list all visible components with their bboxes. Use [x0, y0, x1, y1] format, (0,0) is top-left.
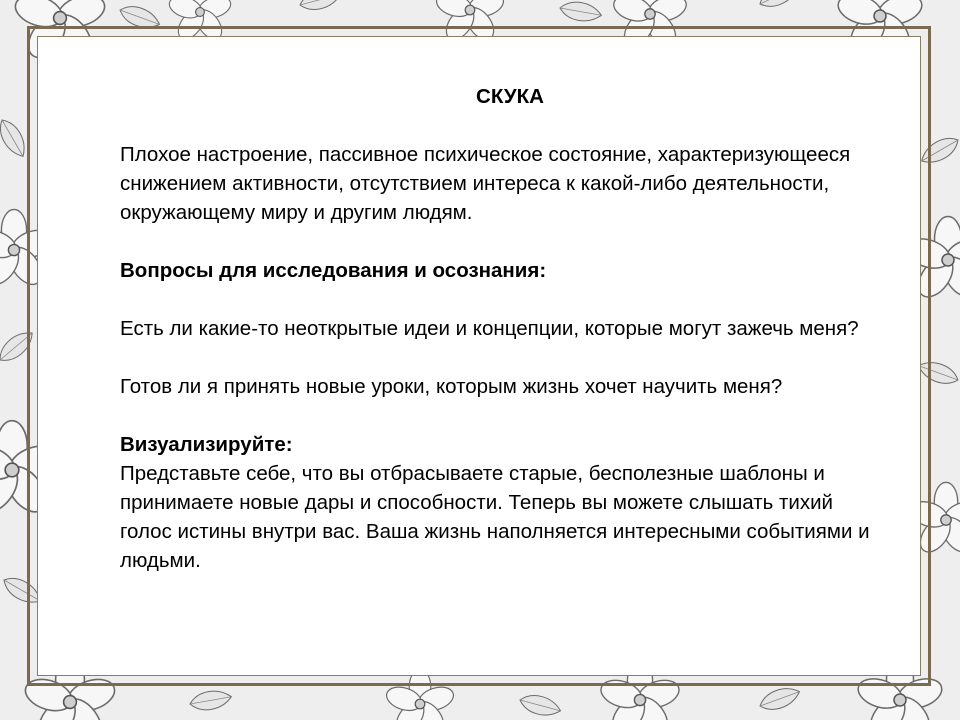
question-1: Есть ли какие-то неоткрытые идеи и концепции, которые могут зажечь меня? [120, 317, 859, 340]
slide-content [120, 82, 880, 575]
visualize-heading: Визуализируйте: [120, 433, 293, 456]
questions-heading: Вопросы для исследования и осознания: [120, 259, 547, 282]
slide-title: СКУКА [476, 85, 544, 108]
definition-text: Плохое настроение, пассивное психическое состояние, характеризующееся снижением активности, отсутствием интереса к какой-либо деятельности, окружающему миру и другим людям. [120, 143, 851, 224]
visualize-text: Представьте себе, что вы отбрасываете старые, бесполезные шаблоны и принимаете новые дары и способности. Теперь вы можете слышать тихий голос истины внутри вас. Ваша жизнь наполняется интересными событиями и людьми. [120, 462, 870, 572]
question-2: Готов ли я принять новые уроки, которым жизнь хочет научить меня? [120, 375, 783, 398]
